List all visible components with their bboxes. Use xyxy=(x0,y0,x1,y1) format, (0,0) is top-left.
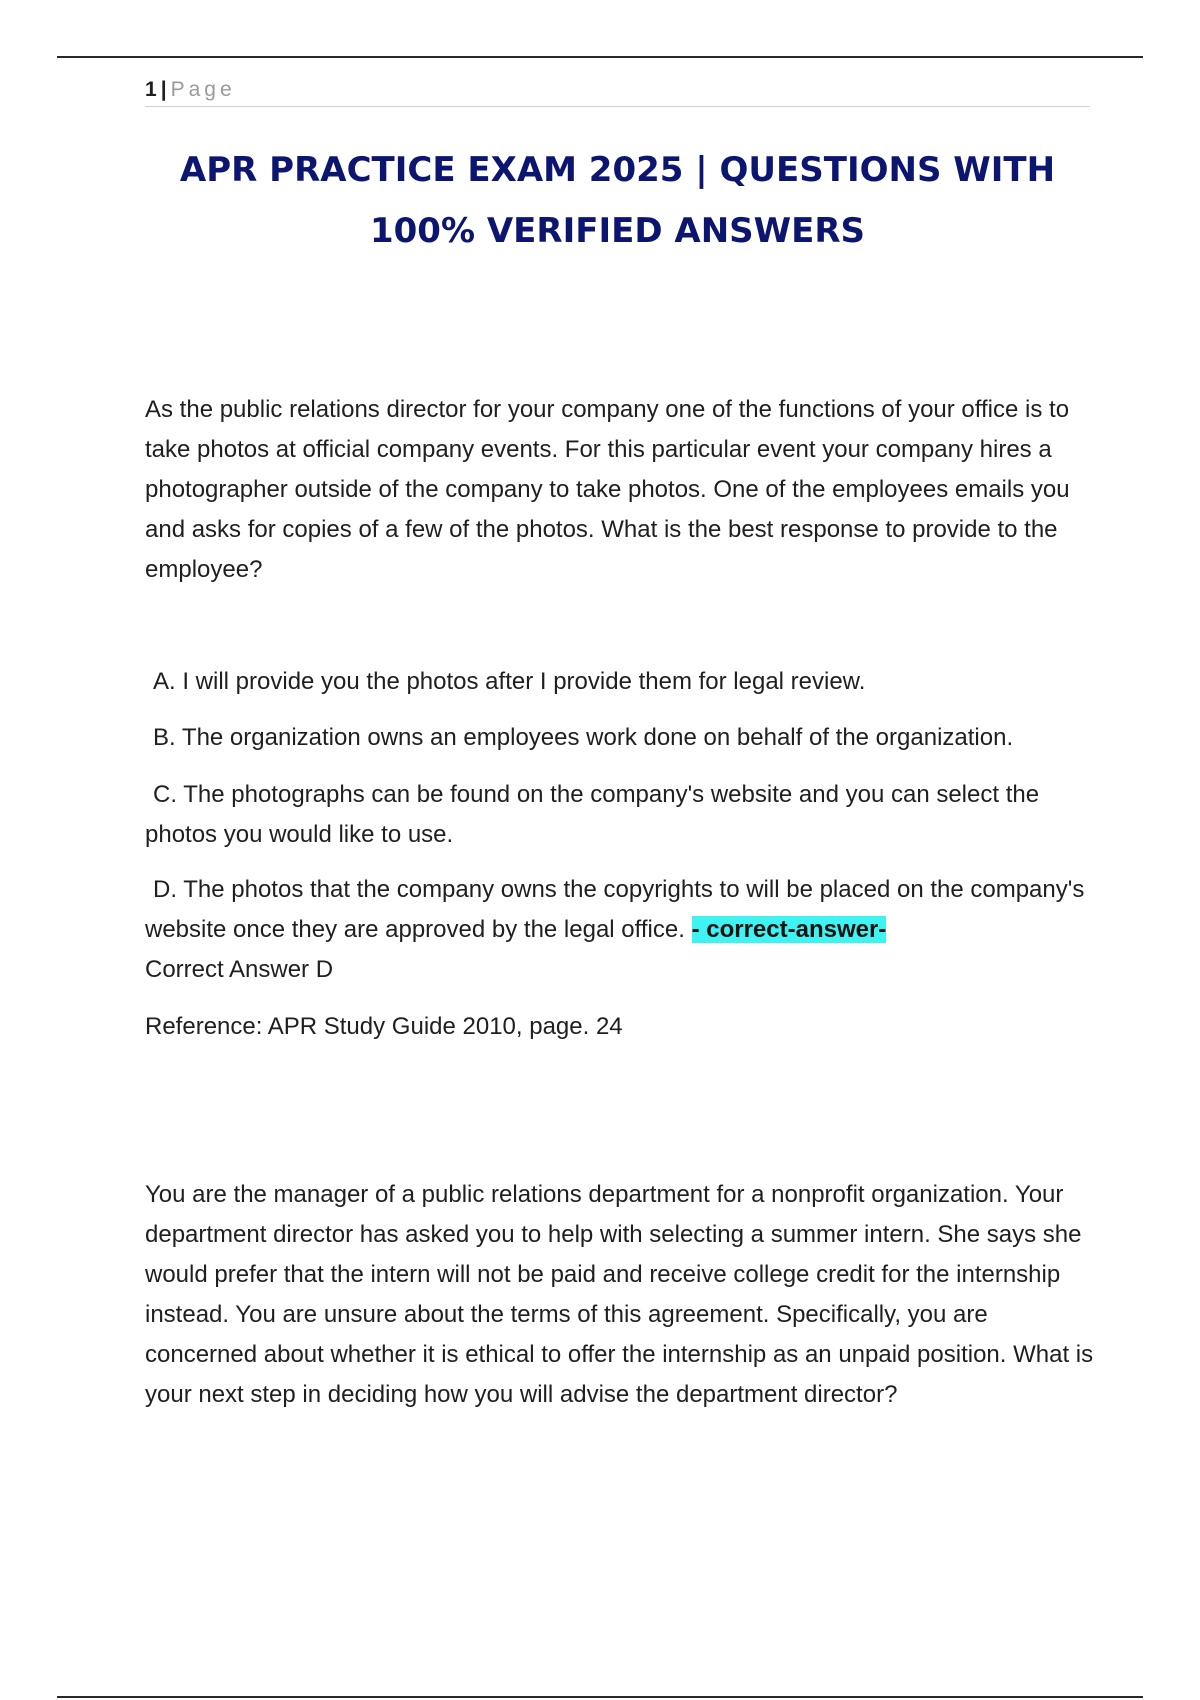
document-title-line-2: 100% VERIFIED ANSWERS xyxy=(369,211,866,251)
question-1-option-a xyxy=(145,662,1105,702)
question-1-reference: Reference: APR Study Guide 2010, page. 24 xyxy=(145,1013,623,1040)
correct-answer-text: Correct Answer D xyxy=(145,956,334,983)
question-1-option-b xyxy=(145,718,1105,758)
question-2-text: You are the manager of a public relations department for a nonprofit organization. Your department director has asked you to help with selecting a summer intern. She says she would prefer that the intern will not be paid and receive college credit for the internship instead. You are unsure about the terms of this agreement. Specifically, you are concerned about whether it is ethical to offer the internship as an unpaid position. What is your next step in deciding how you will advise the department director? xyxy=(145,1181,1094,1408)
page-top-rule xyxy=(57,56,1143,58)
document-title xyxy=(140,140,1095,262)
page-header-separator: | xyxy=(160,78,167,101)
page-header xyxy=(145,76,1090,107)
option-d-label: D. The photos that the company owns the copyrights to will be placed on the company's website once they are approved by the legal office. xyxy=(145,876,1085,943)
page-bottom-rule xyxy=(57,1696,1143,1698)
question-1-text: As the public relations director for your company one of the functions of your office is to take photos at official company events. For this particular event your company hires a photographer outside of the company to take photos. One of the employees emails you and asks for copies of a few of the photos. What is the best response to provide to the employee? xyxy=(145,396,1070,583)
question-1-option-c xyxy=(145,775,1105,855)
page-label: Page xyxy=(170,78,236,101)
document-title-line-1: APR PRACTICE EXAM 2025 | QUESTIONS WITH xyxy=(179,150,1056,190)
page-number: 1 xyxy=(145,78,157,101)
option-b-label: B. The organization owns an employees work done on behalf of the organization. xyxy=(153,724,1014,751)
correct-answer-marker: - correct-answer- xyxy=(691,916,887,943)
question-1-option-d xyxy=(145,870,1105,990)
option-c-label: C. The photographs can be found on the company's website and you can select the photos you would like to use. xyxy=(145,781,1040,848)
option-a-label: A. I will provide you the photos after I provide them for legal review. xyxy=(153,668,866,695)
